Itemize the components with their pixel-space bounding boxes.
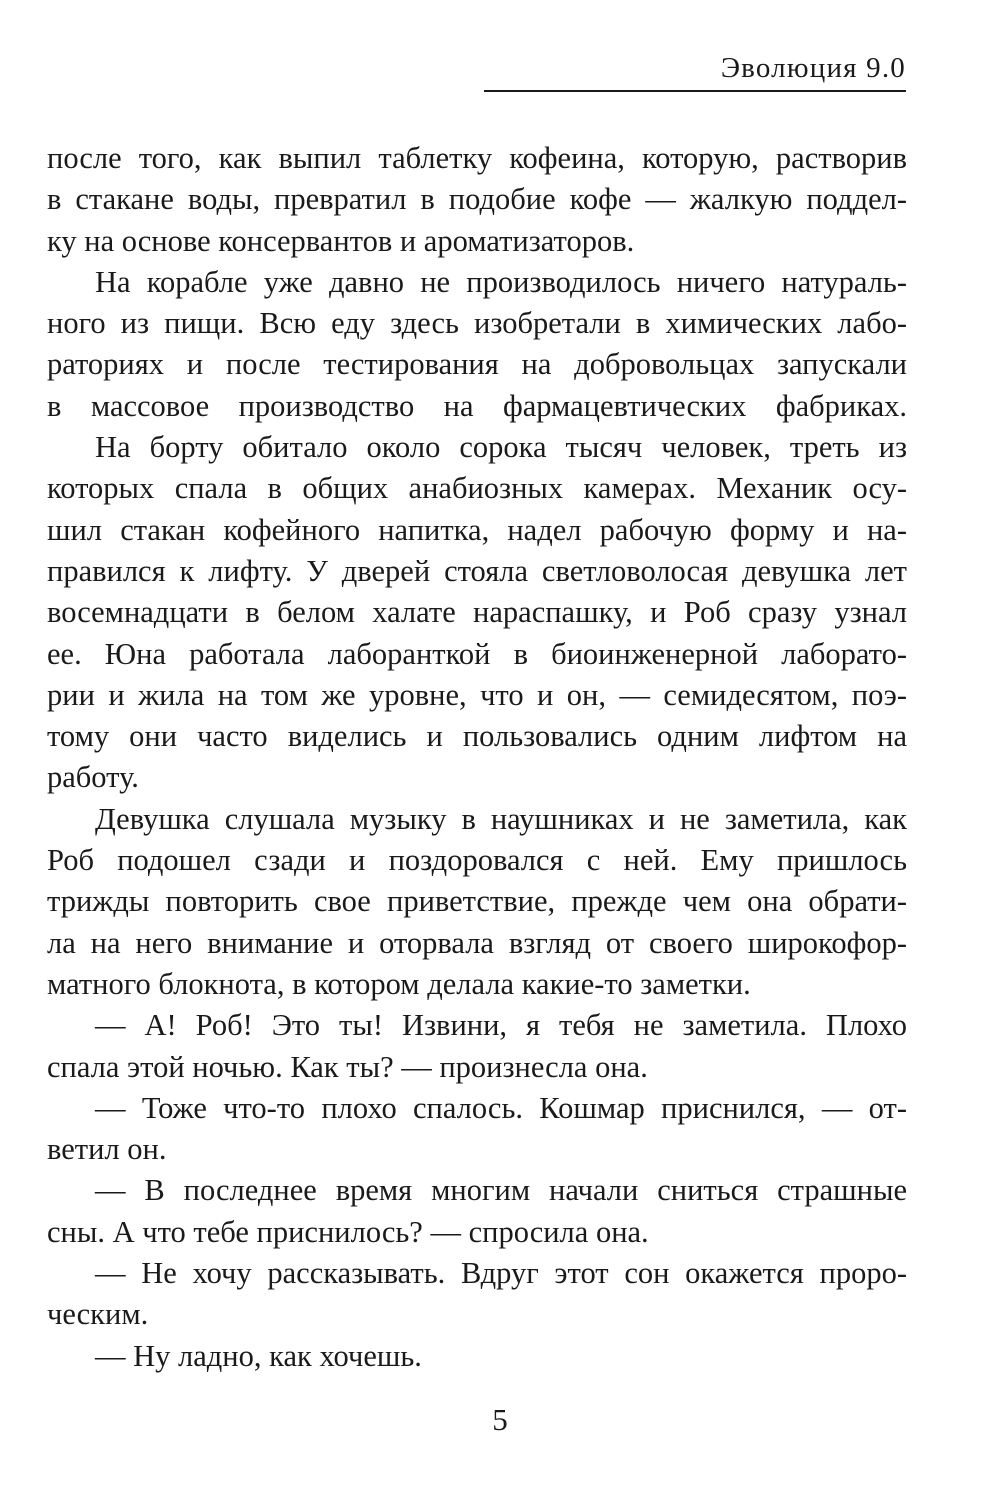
text-line: — А! Роб! Это ты! Извини, я тебя не заметила. Плохо [95,1008,907,1043]
text-line: шил стакан кофейного напитка, надел рабочую форму и на- [47,512,907,547]
dialogue-3 [47,1170,907,1253]
text-line: ку на основе консервантов и ароматизаторов. [47,223,635,258]
text-line: — Ну ладно, как хочешь. [95,1338,422,1373]
text-line: в стакане воды, превратил в подобие кофе — жалкую поддел- [47,182,907,217]
text-line: тому они часто виделись и пользовались одним лифтом на [47,719,907,754]
text-line: работу. [47,760,139,795]
paragraph-3 [47,427,907,799]
text-line: трижды повторить свое приветствие, прежде чем она обрати- [47,884,907,919]
text-line: — Тоже что-то плохо спалось. Кошмар приснился, — от- [95,1090,907,1125]
text-line: ветил он. [47,1132,167,1167]
page-number: 5 [492,1402,508,1437]
page-body [47,138,907,1377]
paragraph-2 [47,262,907,427]
text-line: — В последнее время многим начали сниться страшные [95,1173,907,1208]
text-line: в массовое производство на фармацевтических фабриках. [47,388,907,423]
text-line: правился к лифту. У дверей стояла светловолосая девушка лет [47,553,907,588]
dialogue-2 [47,1088,907,1171]
paragraph-4 [47,799,907,1005]
text-line: восемнадцати в белом халате нараспашку, и Роб сразу узнал [47,595,907,630]
dialogue-1 [47,1005,907,1088]
text-line: — Не хочу рассказывать. Вдруг этот сон окажется проро- [95,1256,907,1291]
text-line: которых спала в общих анабиозных камерах. Механик осу- [47,471,907,506]
text-line: Роб подошел сзади и поздоровался с ней. Ему пришлось [47,843,907,878]
text-line: ее. Юна работала лаборанткой в биоинженерной лаборато- [47,636,907,671]
text-line: Девушка слушала музыку в наушниках и не заметила, как [95,801,907,836]
text-line: рии и жила на том же уровне, что и он, — семидесятом, поэ- [47,677,907,712]
text-line: сны. А что тебе приснилось? — спросила она. [47,1214,649,1249]
running-header: Эволюция 9.0 [720,52,906,84]
text-line: ческим. [47,1297,149,1332]
paragraph-1 [47,138,907,262]
dialogue-5 [47,1336,907,1377]
header-rule [484,90,906,92]
text-line: На корабле уже давно не производилось ничего натураль- [95,264,907,299]
text-line: матного блокнота, в котором делала какие-то заметки. [47,966,751,1001]
text-line: спала этой ночью. Как ты? — произнесла она. [47,1049,648,1084]
text-line: раториях и после тестирования на добровольцах запускали [47,347,907,382]
text-line: ла на него внимание и оторвала взгляд от своего широкофор- [47,925,907,960]
text-line: На борту обитало около сорока тысяч человек, треть из [95,430,907,465]
text-line: после того, как выпил таблетку кофеина, которую, растворив [47,141,907,175]
text-line: ного из пищи. Всю еду здесь изобретали в химических лабо- [47,306,907,341]
dialogue-4 [47,1253,907,1336]
